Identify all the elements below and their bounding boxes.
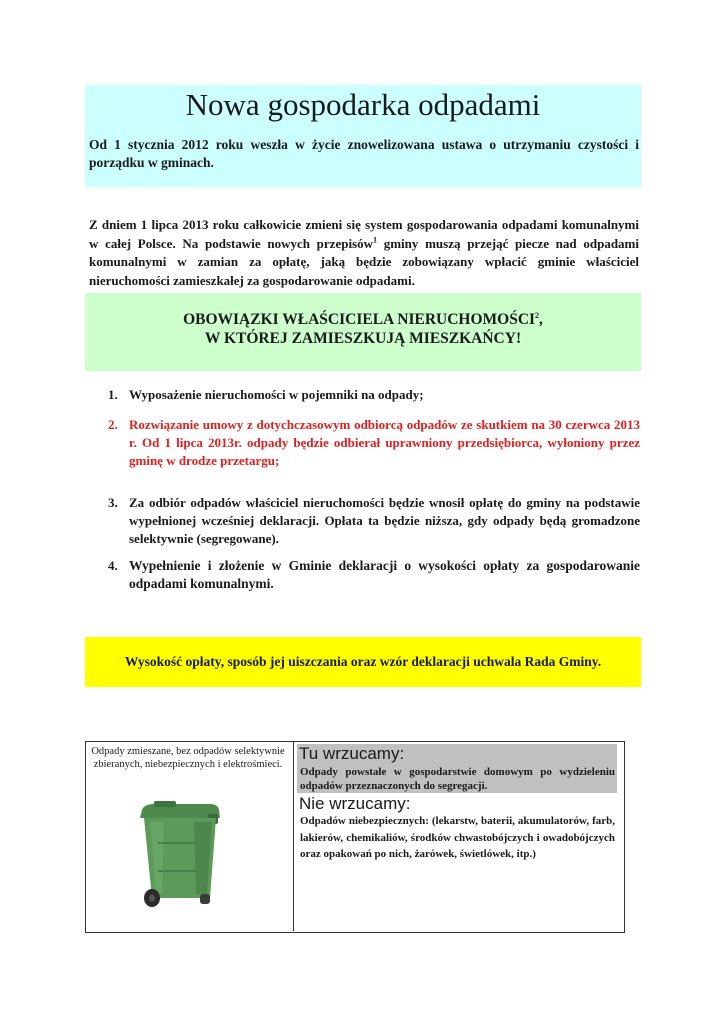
page-title: Nowa gospodarka odpadami [185, 87, 541, 122]
bin-caption: Odpady zmieszane, bez odpadów selektywnie zbieranych, niebezpiecznych i elektrośmieci. [91, 746, 285, 770]
waste-bin-icon [124, 800, 232, 908]
obligations-title [85, 310, 641, 348]
header-intro: Od 1 stycznia 2012 roku weszła w życie znowelizowana ustawa o utrzymaniu czystości i porządku w gminach. [89, 137, 639, 170]
footnote-1: 1 [373, 235, 377, 245]
intro-paragraph-part2: gminy muszą przejąć piecze nad odpadami komunalnymi w zamian za opłatę, jaką będzie zobowiązany wpłacić gminie właściciel nieruchomości zamieszkałej za gospodarowanie odpadami. [89, 235, 639, 288]
list-item-text: Za odbiór odpadów właściciel nieruchomości będzie wnosił opłatę do gminy na podstawie wypełnionej wcześniej deklaracji. Opłata ta będzie niższa, gdy odpady będą gromadzone selektywnie (segregowane). [129, 495, 640, 546]
intro-paragraph [89, 216, 639, 290]
obligations-title-line2: W KTÓREJ ZAMIESZKUJĄ MIESZKAŃCY! [204, 330, 522, 347]
allowed-heading: Tu wrzucamy: [299, 744, 405, 763]
list-item-text: Rozwiązanie umowy z dotychczasowym odbiorcą odpadów ze skutkiem na 30 czerwca 2013 r. Od 1 lipca 2013r. odpady będzie odbierał uprawniony przedsiębiorca, wyłoniony przez gminę w drodze przetargu; [129, 417, 640, 468]
forbidden-heading: Nie wrzucamy: [299, 794, 411, 813]
list-item [108, 386, 640, 404]
list-item-number: 3. [108, 495, 118, 510]
obligations-title-line1: OBOWIĄZKI WŁAŚCICIELA NIERUCHOMOŚCI [183, 311, 536, 328]
list-item [108, 494, 640, 548]
intro-paragraph-part1: Z dniem 1 lipca 2013 roku całkowicie zmieni się system gospodarowania odpadami komunalnymi w całej Polsce. Na podstawie nowych przepisów [89, 217, 639, 251]
list-item-text: Wyposażenie nieruchomości w pojemniki na odpady; [129, 387, 424, 402]
list-item-number: 2. [108, 417, 118, 432]
allowed-text: Odpady powstałe w gospodarstwie domowym po wydzieleniu odpadów przeznaczonych do segregacji. [300, 766, 615, 792]
list-item-number: 1. [108, 387, 118, 402]
forbidden-text: Odpadów niebezpiecznych: (lekarstw, baterii, akumulatorów, farb, lakierów, chemikaliów, środków chwastobójczych i owadobójczych oraz opakowań po nich, żarówek, świetlówek, itp.) [300, 815, 615, 860]
list-item-text: Wypełnienie i złożenie w Gminie deklaracji o wysokości opłaty za gospodarowanie odpadami komunalnymi. [129, 558, 640, 591]
obligations-title-comma: , [539, 311, 543, 328]
table-divider [293, 741, 294, 931]
list-item [108, 557, 640, 593]
notice-text: Wysokość opłaty, sposób jej uiszczania oraz wzór deklaracji uchwala Rada Gminy. [124, 654, 602, 669]
list-item [108, 416, 640, 470]
list-item-number: 4. [108, 558, 118, 573]
footnote-2: 2 [535, 310, 540, 320]
